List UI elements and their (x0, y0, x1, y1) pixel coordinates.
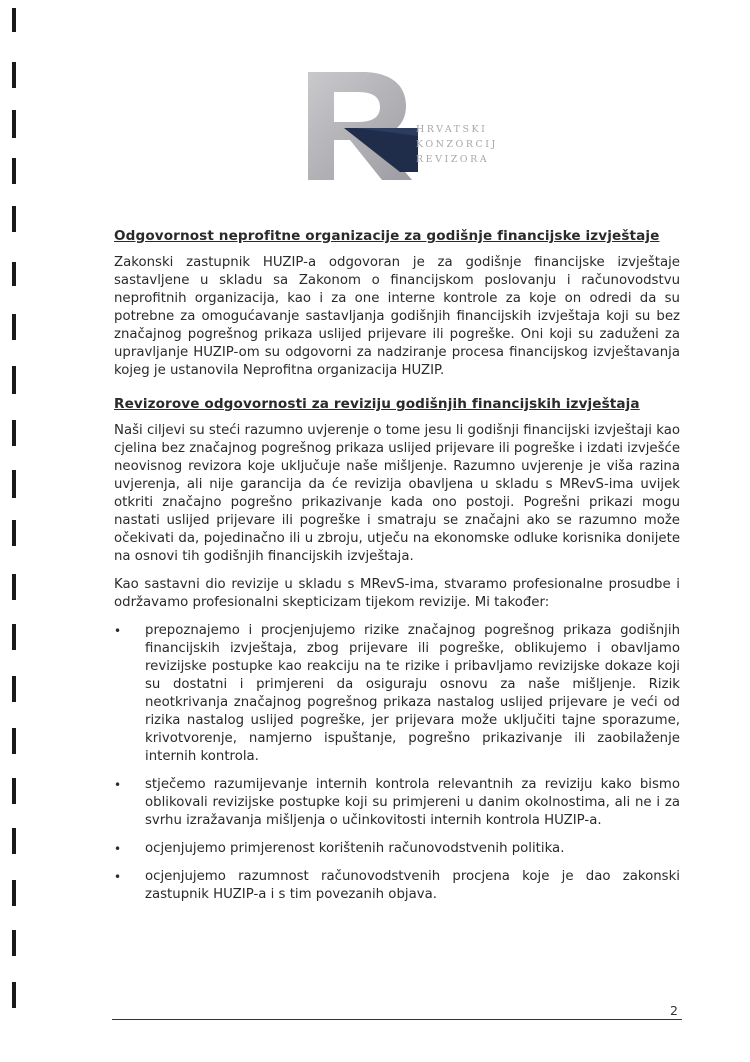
binding-mark (12, 262, 16, 286)
list-item (114, 776, 680, 830)
logo-text-line: KONZORCIJ (416, 139, 498, 150)
logo-text-line: HRVATSKI (416, 124, 488, 135)
binding-mark (12, 880, 16, 906)
list-item-text: stječemo razumijevanje internih kontrola relevantnih za reviziju kako bismo oblikovali revizijske postupke koji su primjereni u danim okolnostima, ali ne i za svrhu izražavanja mišljenja o učinkovitosti internih kontrola HUZIP-a. (145, 777, 680, 828)
binding-mark (12, 206, 16, 232)
section-heading: Revizorove odgovornosti za reviziju godišnjih financijskih izvještaja (114, 396, 640, 412)
binding-mark (12, 520, 16, 546)
binding-mark (12, 624, 16, 650)
footer-divider (112, 1019, 682, 1020)
bullet-icon: • (114, 870, 122, 884)
paragraph: Zakonski zastupnik HUZIP-a odgovoran je za godišnje financijske izvještaje sastavljene u skladu sa Zakonom o financijskom poslovanju i računovodstvu neprofitnih organizacija, kao i za one interne kontrole za koje on odredi da su potrebne za omogućavanje sastavljanja godišnjih financijskih izvještaja koji su bez značajnog pogrešnog prikaza uslijed prijevare ili pogreške. Oni koji su zaduženi za upravljanje HUZIP-om su odgovorni za nadziranje procesa financijskog izvještavanja kojeg je ustanovila Neprofitna organizacija HUZIP. (114, 255, 680, 378)
section-heading: Odgovornost neprofitne organizacije za godišnje financijske izvještaje (114, 228, 660, 244)
binding-mark (12, 110, 16, 138)
binding-mark (12, 158, 16, 184)
binding-mark (12, 8, 16, 32)
list-item (114, 622, 680, 766)
list-item (114, 840, 680, 858)
paragraph: Naši ciljevi su steći razumno uvjerenje o tome jesu li godišnji financijski izvještaji kao cjelina bez značajnog pogrešnog prikaza uslijed prijevare ili pogreške i izdati izvješće neovisnog revizora koje uključuje naše mišljenje. Razumno uvjerenje je viša razina uvjerenja, ali nije garancija da će revizija obavljena u skladu s MRevS-ima uvijek otkriti značajno pogrešno prikazivanje kada ono postoji. Pogrešni prikazi mogu nastati uslijed prijevare ili pogreške i smatraju se značajni ako se razumno može očekivati da, pojedinačno ili u zbroju, utječu na ekonomske odluke korisnika donijete na osnovi tih godišnjih financijskih izvještaja. (114, 423, 681, 564)
binding-mark (12, 62, 16, 88)
binding-mark (12, 778, 16, 804)
binding-mark (12, 420, 16, 446)
binding-mark (12, 982, 16, 1008)
bullet-list (114, 622, 680, 904)
binding-mark (12, 366, 16, 394)
binding-mark (12, 828, 16, 854)
list-item-text: ocjenjujemo razumnost računovodstvenih procjena koje je dao zakonski zastupnik HUZIP-a i s tim povezanih objava. (145, 869, 680, 902)
document-body (114, 228, 680, 914)
binding-mark (12, 930, 16, 956)
bullet-icon: • (114, 842, 122, 856)
list-item-text: ocjenjujemo primjerenost korištenih računovodstvenih politika. (145, 841, 565, 856)
binding-mark (12, 470, 16, 498)
bullet-icon: • (114, 778, 122, 792)
logo-text-line: REVIZORA (416, 154, 490, 165)
list-item-text: prepoznajemo i procjenjujemo rizike značajnog pogrešnog prikaza godišnjih financijskih izvještaja, zbog prijevare ili pogreške, oblikujemo i obavljamo revizijske postupke kao reakciju na te rizike i pribavljamo revizijske dokaze koji su dostatni i primjereni da osiguraju osnovu za naše mišljenje. Rizik neotkrivanja značajnog pogrešnog prikaza nastalog uslijed prijevare je veći od rizika nastalog uslijed pogreške, jer prijevara može uključiti tajne sporazume, krivotvorenje, namjerno ispuštanje, pogrešno prikazivanje ili zaobilaženje internih kontrola. (145, 623, 680, 764)
binding-mark (12, 676, 16, 702)
bullet-icon: • (114, 624, 122, 638)
binding-mark (12, 728, 16, 754)
logo-wordmark (416, 122, 498, 167)
binding-marks (0, 0, 40, 1062)
binding-mark (12, 574, 16, 600)
page-number: 2 (670, 1003, 678, 1018)
paragraph: Kao sastavni dio revizije u skladu s MRevS-ima, stvaramo profesionalne prosudbe i održavamo profesionalni skepticizam tijekom revizije. Mi također: (114, 577, 680, 610)
list-item (114, 868, 680, 904)
binding-mark (12, 314, 16, 340)
